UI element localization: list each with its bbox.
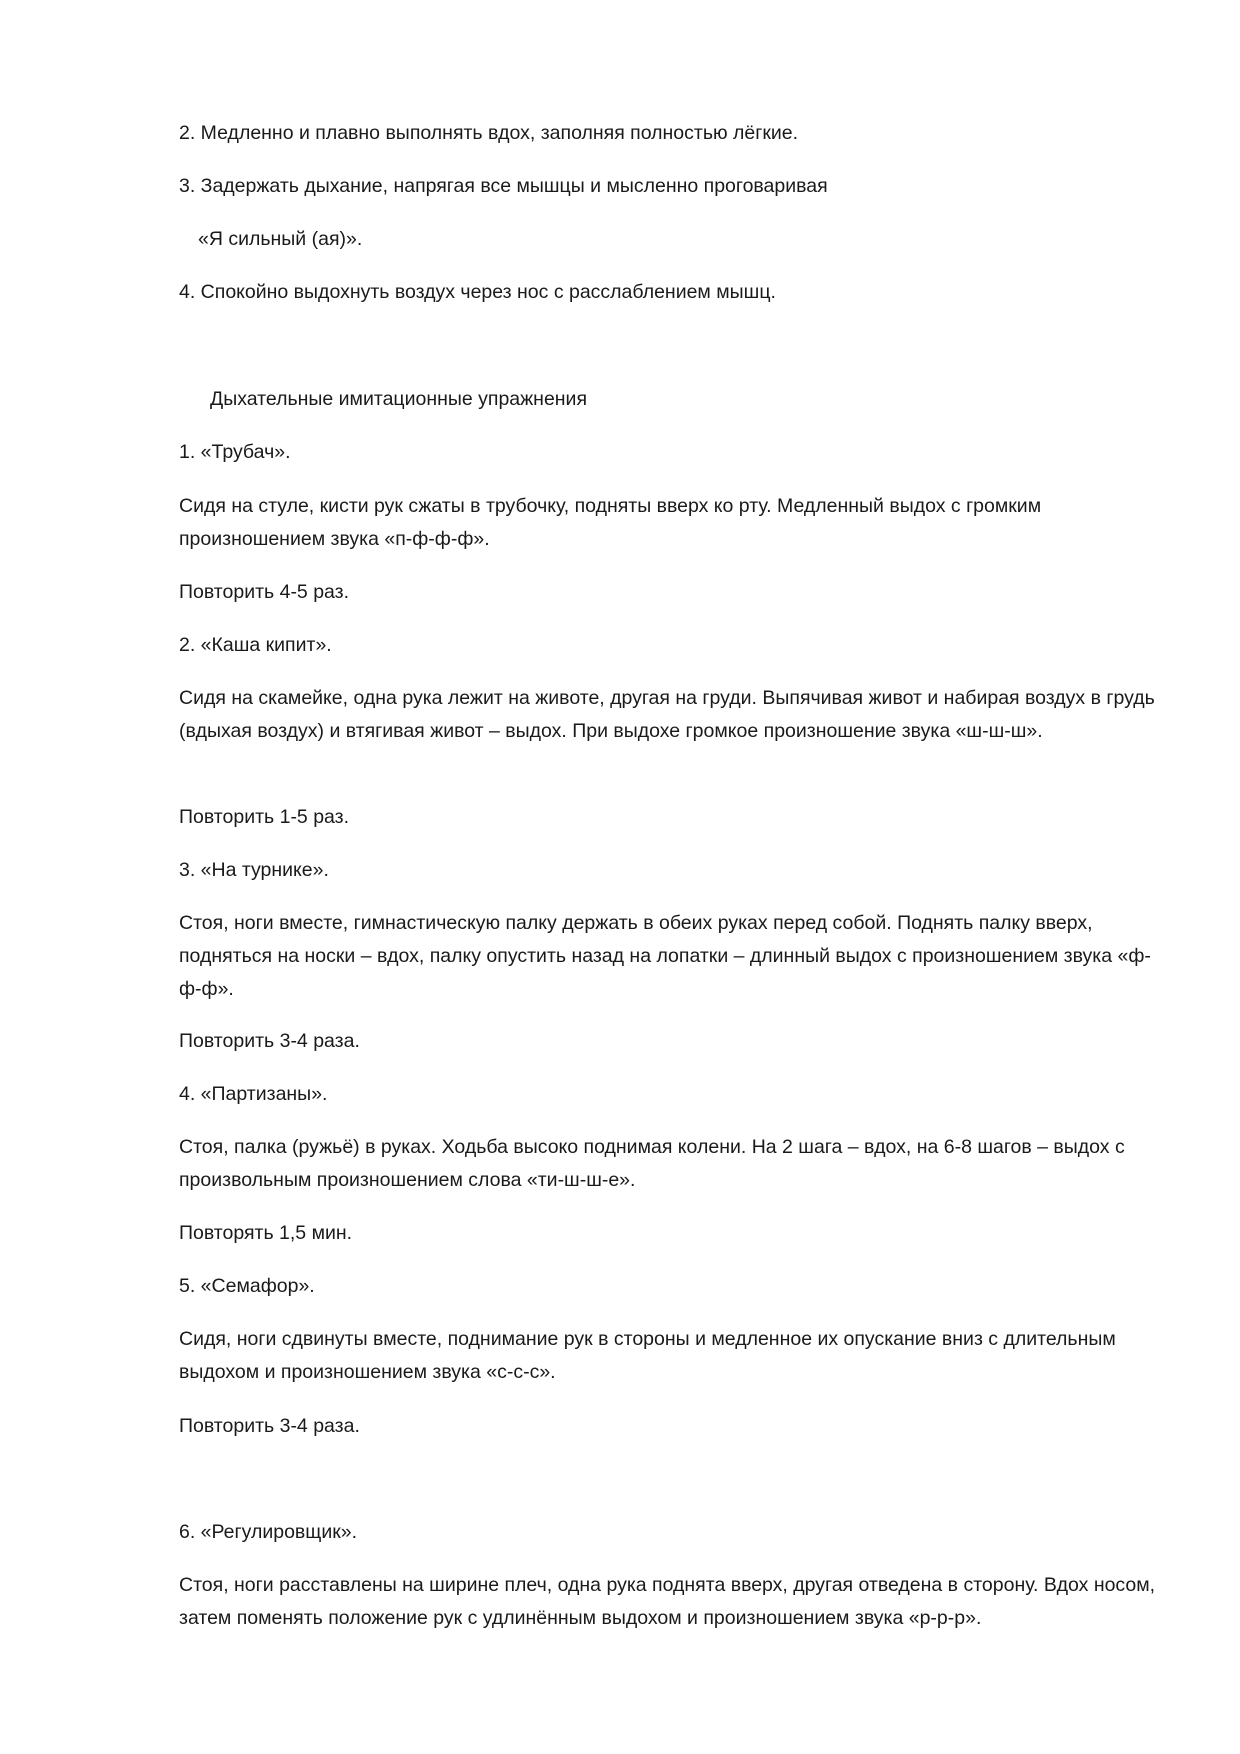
exercise-4-description: Стоя, палка (ружьё) в руках. Ходьба высоко поднимая колени. На 2 шага – вдох, на 6-8 шагов – выдох с произвольным произношением слова «ти-ш-ш-е».: [179, 1136, 1125, 1191]
section-title: Дыхательные имитационные упражнения: [210, 388, 588, 410]
exercise-4-repeat: Повторять 1,5 мин.: [179, 1222, 353, 1244]
intro-step-3: 3. Задержать дыхание, напрягая все мышцы и мысленно проговаривая: [179, 175, 828, 197]
intro-step-2: 2. Медленно и плавно выполнять вдох, заполняя полностью лёгкие.: [179, 122, 799, 144]
exercise-2-description: Сидя на скамейке, одна рука лежит на животе, другая на груди. Выпячивая живот и набирая воздух в грудь (вдыхая воздух) и втягивая живот – выдох. При выдохе громкое произношение звука «ш-ш-ш».: [179, 687, 1155, 742]
exercise-6-description: Стоя, ноги расставлены на ширине плеч, одна рука поднята вверх, другая отведена в сторону. Вдох носом, затем поменять положение рук с удлинённым выдохом и произношением звука «р-р-р».: [179, 1574, 1156, 1629]
exercise-3-description: Стоя, ноги вместе, гимнастическую палку держать в обеих руках перед собой. Поднять палку вверх, подняться на носки – вдох, палку опустить назад на лопатки – длинный выдох с произношением звука «ф-ф-ф».: [179, 912, 1151, 1000]
exercise-2-title: 2. «Каша кипит».: [179, 634, 332, 656]
intro-step-4: 4. Спокойно выдохнуть воздух через нос с расслаблением мышц.: [179, 281, 776, 303]
exercise-2-repeat: Повторить 1-5 раз.: [179, 806, 350, 828]
exercise-1-description: Сидя на стуле, кисти рук сжаты в трубочку, подняты вверх ко рту. Медленный выдох с громким произношением звука «п-ф-ф-ф».: [179, 495, 1042, 550]
exercise-5-repeat: Повторить 3-4 раза.: [179, 1415, 360, 1437]
exercise-5-description: Сидя, ноги сдвинуты вместе, поднимание рук в стороны и медленное их опускание вниз с длительным выдохом и произношением звука «с-с-с».: [179, 1328, 1116, 1383]
exercise-1-title: 1. «Трубач».: [179, 441, 291, 463]
exercise-1-repeat: Повторить 4-5 раз.: [179, 581, 350, 603]
exercise-6-title: 6. «Регулировщик».: [179, 1521, 358, 1543]
exercise-3-repeat: Повторить 3-4 раза.: [179, 1030, 360, 1052]
intro-step-3-phrase: «Я сильный (ая)».: [198, 228, 363, 250]
exercise-3-title: 3. «На турнике».: [179, 859, 329, 881]
exercise-5-title: 5. «Семафор».: [179, 1275, 315, 1297]
exercise-4-title: 4. «Партизаны».: [179, 1083, 328, 1105]
